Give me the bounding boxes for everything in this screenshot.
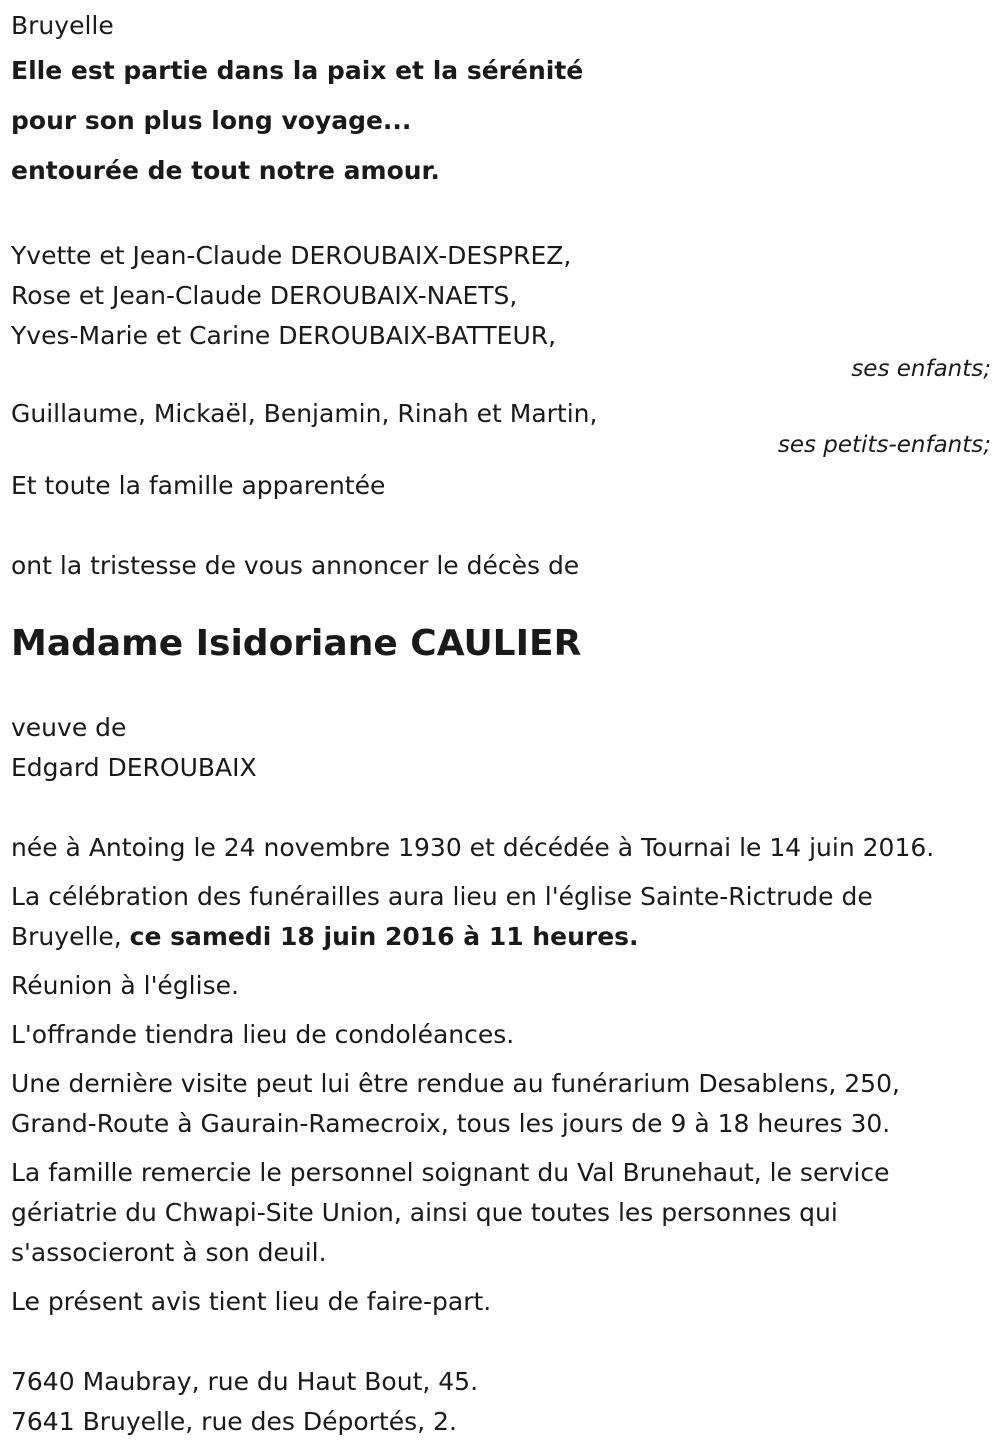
spouse-name: Edgard DEROUBAIX [11, 753, 257, 782]
announcement: ont la tristesse de vous annoncer le décès de [11, 551, 580, 580]
child-entry: Yves-Marie et Carine DEROUBAIX-BATTEUR, [11, 321, 557, 350]
deceased-name: Madame Isidoriane CAULIER [11, 623, 582, 664]
funeral-details [11, 877, 991, 957]
address-line: 7641 Bruyelle, rue des Déportés, 2. [11, 1407, 457, 1436]
notice-statement: Le présent avis tient lieu de faire-part. [11, 1287, 492, 1316]
grandchildren-label: ses petits-enfants; [777, 432, 991, 458]
extended-family: Et toute la famille apparentée [11, 471, 386, 500]
offering-info: L'offrande tiendra lieu de condoléances. [11, 1020, 515, 1049]
children-label: ses enfants; [851, 356, 991, 382]
child-entry: Rose et Jean-Claude DEROUBAIX-NAETS, [11, 281, 518, 310]
address-line: 7640 Maubray, rue du Haut Bout, 45. [11, 1367, 479, 1396]
funeral-text: La célébration des funérailles aura lieu en l'église Sainte-Rictrude de Bruyelle, [11, 882, 873, 951]
meeting-info: Réunion à l'église. [11, 971, 239, 1000]
location: Bruyelle [11, 11, 114, 40]
grandchildren: Guillaume, Mickaël, Benjamin, Rinah et Martin, [11, 399, 598, 428]
child-entry: Yvette et Jean-Claude DEROUBAIX-DESPREZ, [11, 241, 572, 270]
children-list [11, 236, 991, 382]
addresses [11, 1362, 991, 1442]
visit-info: Une dernière visite peut lui être rendue au funérarium Desablens, 250, Grand-Route à Gaurain-Ramecroix, tous les jours de 9 à 18 heures 30. [11, 1069, 900, 1138]
birth-death: née à Antoing le 24 novembre 1930 et décédée à Tournai le 14 juin 2016. [11, 833, 935, 862]
intro-line: entourée de tout notre amour. [11, 156, 440, 185]
intro-line: Elle est partie dans la paix et la sérénité [11, 56, 584, 85]
intro-line: pour son plus long voyage... [11, 106, 412, 135]
obituary-notice [11, 6, 991, 1442]
funeral-datetime: ce samedi 18 juin 2016 à 11 heures. [129, 922, 639, 951]
intro-verse [11, 46, 991, 196]
thanks-message: La famille remercie le personnel soignant du Val Brunehaut, le service gériatrie du Chwapi-Site Union, ainsi que toutes les personnes qui s'associeront à son deuil. [11, 1158, 890, 1267]
widow-of-label: veuve de [11, 713, 127, 742]
